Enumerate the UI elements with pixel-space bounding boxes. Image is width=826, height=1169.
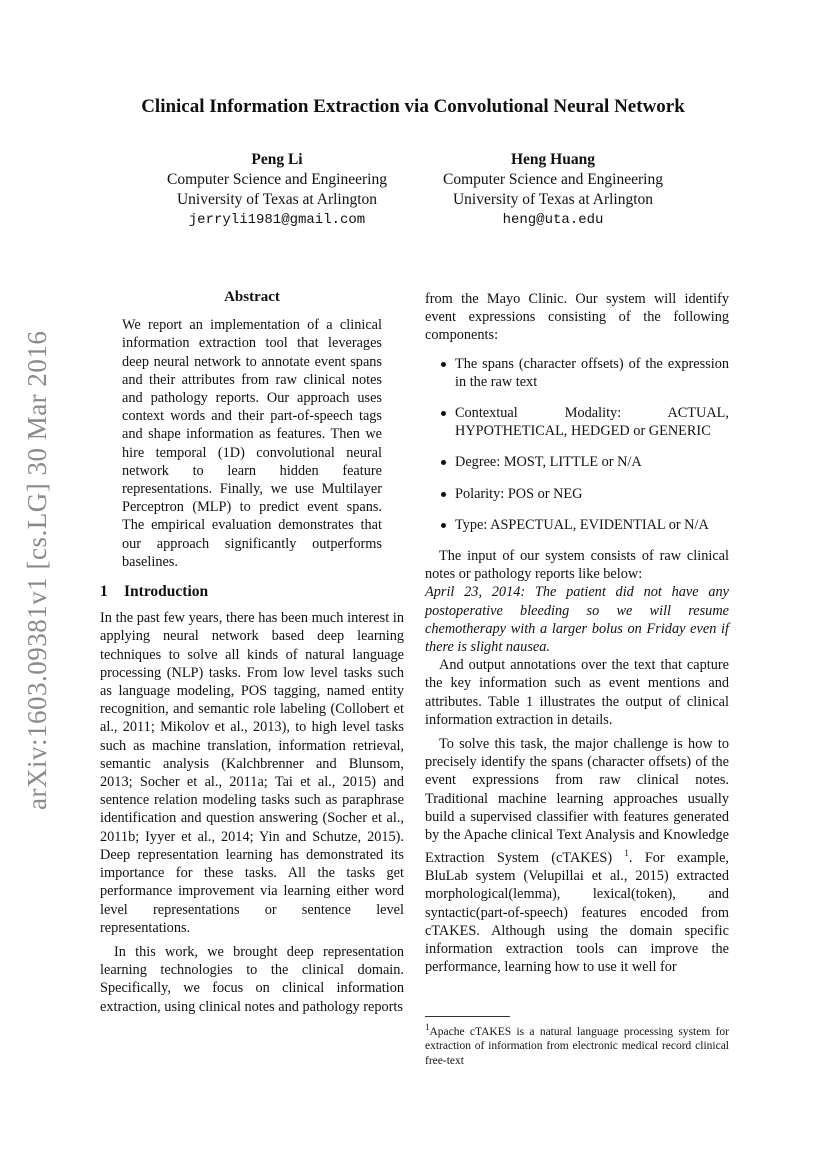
list-item: The spans (character offsets) of the expression in the raw text [455,355,729,390]
intro-paragraph-2: In this work, we brought deep representation learning technologies to the clinical domain. Specifically, we focus on clinical information extraction, using clinical notes and pathology reports [100,943,404,1015]
author-univ: University of Texas at Arlington [452,191,654,208]
list-item: Polarity: POS or NEG [455,485,729,503]
paragraph-continued: from the Mayo Clinic. Our system will identify event expressions consisting of the following components: [425,291,729,344]
author-name: Heng Huang [511,151,595,168]
author-dept: Computer Science and Engineering [443,171,663,188]
author-block-1 [146,150,408,230]
author-email: heng@uta.edu [502,212,604,228]
list-item: Type: ASPECTUAL, EVIDENTIAL or N/A [455,516,729,534]
footnote [425,1016,729,1068]
abstract-body [122,316,382,571]
intro-paragraph-1: In the past few years, there has been much interest in applying neural network based deep learning techniques to solve all kinds of natural language processing (NLP) tasks. From low level tasks such as language modeling, POS tagging, named entity recognition, and semantic role labeling (Collobert et al., 2011; Mikolov et al., 2013), to high level tasks such as machine translation, information retrieval, semantic analysis (Kalchbrenner and Blunsom, 2013; Socher et al., 2011a; Tai et al., 2015) and sentence relation modeling tasks such as paraphrase identification and question answering (Socher et al., 2011b; Iyyer et al., 2014; Yin and Schutze, 2015). Deep representation learning has demonstrated its importance for these tasks. All the tasks get performance improvement via learning either word level representations or sentence level representations. [100,610,404,936]
list-item: Degree: MOST, LITTLE or N/A [455,453,729,471]
author-email: jerryli1981@gmail.com [188,212,366,228]
footnote-text: Apache cTAKES is a natural language processing system for extraction of information from electronic medical record clinical free-text [425,1025,729,1067]
author-block-2 [420,150,686,230]
paragraph-output: And output annotations over the text that capture the key information such as event mentions and attributes. Table 1 illustrates the output of clinical information extraction in details. [425,657,729,728]
paragraph-input: The input of our system consists of raw clinical notes or pathology reports like below: [425,548,729,583]
footnote-mark: 1 [425,1022,430,1032]
paragraph-solve-part-a: To solve this task, the major challenge is how to precisely identify the spans (character offsets) of the event expressions from raw clinical notes. Traditional machine learning approaches usually build a supervised classifier with features generated by the Apache clinical Text Analysis and Knowledge Extraction System (cTAKES) [425,736,729,867]
paragraph-solve-part-b: . For example, BluLab system (Velupillai et al., 2015) extracted morphological(lemma), lexical(token), and syntactic(part-of-speech) features encoded from cTAKES. Although using the domain specific information extraction tools can improve the performance, learning how to use it well for [425,850,729,976]
arxiv-stamp: arXiv:1603.09381v1 [cs.LG] 30 Mar 2016 [22,330,52,810]
footnote-rule [425,1016,510,1017]
left-column [100,288,404,1016]
footnote-reference[interactable]: 1 [624,848,629,859]
right-column [425,290,729,976]
author-name: Peng Li [251,151,303,168]
list-item: Contextual Modality: ACTUAL, HYPOTHETICAL, HEDGED or GENERIC [455,405,729,440]
abstract-heading: Abstract [224,289,280,305]
section-title: Introduction [124,583,209,601]
section-number: 1 [100,583,108,601]
author-univ: University of Texas at Arlington [176,191,378,208]
author-dept: Computer Science and Engineering [167,171,387,188]
abstract-text: We report an implementation of a clinical information extraction tool that leverages deep neural network to annotate event spans and their attributes from raw clinical notes and pathology reports. Our approach uses context words and their part-of-speech tags and shape information as features. Then we hire temporal (1D) convolutional neural network to learn hidden feature representations. Finally, we use Multilayer Perceptron (MLP) to predict event spans. The empirical evaluation demonstrates that our approach significantly outperforms baselines. [122,317,382,570]
component-list [425,355,729,534]
section-heading-introduction [100,583,404,601]
example-quote: April 23, 2014: The patient did not have any postoperative bleeding so we will resume chemotherapy with a larger bolus on Friday even if there is slight nausea. [425,584,729,656]
paper-title: Clinical Information Extraction via Convolutional Neural Network [141,96,685,117]
paragraph-solve [425,735,729,976]
